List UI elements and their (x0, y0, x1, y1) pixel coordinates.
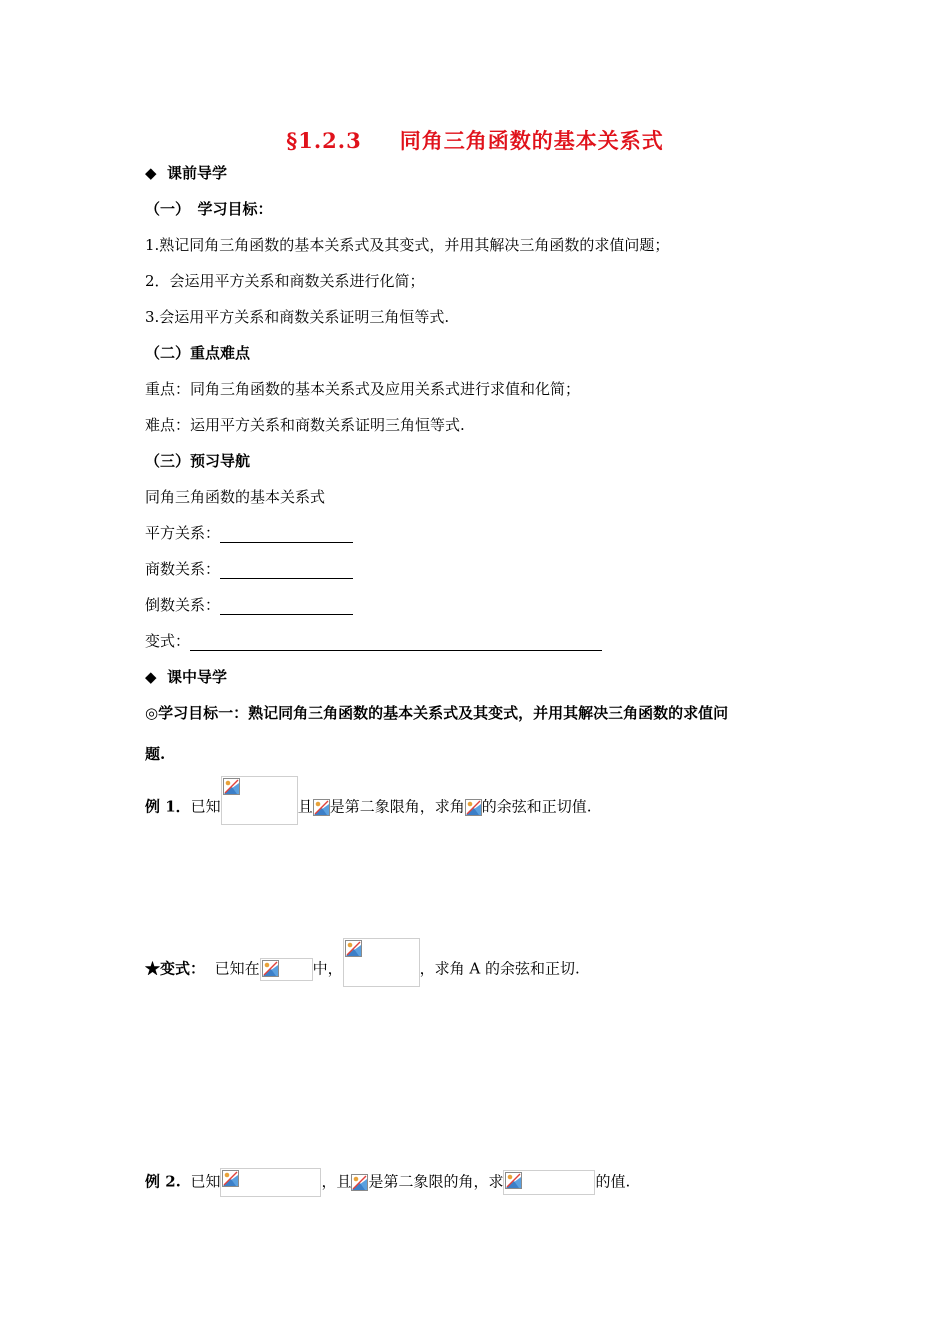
diamond-bullet-icon: ◆ (145, 164, 157, 182)
formula-image (221, 776, 298, 825)
broken-image-icon (351, 1174, 368, 1191)
answer-blank (220, 562, 353, 579)
nav-heading: （三）预习导航 (145, 452, 251, 470)
broken-image-icon (505, 1172, 522, 1189)
goal-3: 3.会运用平方关系和商数关系证明三角恒等式. (145, 308, 450, 326)
broken-image-icon (223, 778, 240, 795)
variant-relation: 变式： (145, 631, 602, 651)
title-text: 同角三角函数的基本关系式 (399, 128, 664, 153)
variant-exercise: ★变式： 已知在 中， ，求角 A 的余弦和正切. (145, 952, 580, 987)
pre-heading: ◆ 课前导学 (145, 164, 228, 182)
goal1-line1: ◎学习目标一：熟记同角三角函数的基本关系式及其变式，并用其解决三角函数的求值问 (145, 704, 729, 722)
nav-intro: 同角三角函数的基本关系式 (145, 488, 326, 506)
broken-image-icon (313, 799, 330, 816)
answer-blank (220, 526, 353, 543)
quotient-relation: 商数关系： (145, 559, 353, 579)
difficulty: 难点：运用平方关系和商数关系证明三角恒等式. (145, 416, 465, 434)
broken-image-icon (345, 940, 362, 957)
goal1-line2: 题. (145, 745, 166, 763)
formula-image (343, 938, 420, 987)
key-point: 重点：同角三角函数的基本关系式及应用关系式进行求值和化简； (145, 380, 581, 398)
goal-1: 1.熟记同角三角函数的基本关系式及其变式，并用其解决三角函数的求值问题； (145, 236, 670, 254)
page-title (0, 125, 950, 155)
mid-heading: ◆ 课中导学 (145, 668, 228, 686)
formula-image (503, 1170, 595, 1195)
section-number: §1.2.3 (286, 128, 362, 153)
goal-2: 2．会运用平方关系和商数关系进行化简； (145, 272, 425, 290)
formula-image (220, 1168, 321, 1197)
reciprocal-relation: 倒数关系： (145, 595, 353, 615)
example-2: 例 2. 已知 ，且 是第二象限的角，求 的值. (145, 1168, 630, 1197)
answer-blank (220, 598, 353, 615)
broken-image-icon (222, 1170, 239, 1187)
square-relation: 平方关系： (145, 523, 353, 543)
example-1: 例 1．已知 且 是第二象限角，求角 的余弦和正切值. (145, 790, 592, 825)
broken-image-icon (262, 960, 279, 977)
formula-image (260, 958, 313, 981)
diamond-bullet-icon: ◆ (145, 668, 157, 686)
key-heading: （二）重点难点 (145, 344, 251, 362)
answer-blank (190, 634, 602, 651)
broken-image-icon (465, 799, 482, 816)
goal-heading: （一） 学习目标： (145, 200, 273, 218)
